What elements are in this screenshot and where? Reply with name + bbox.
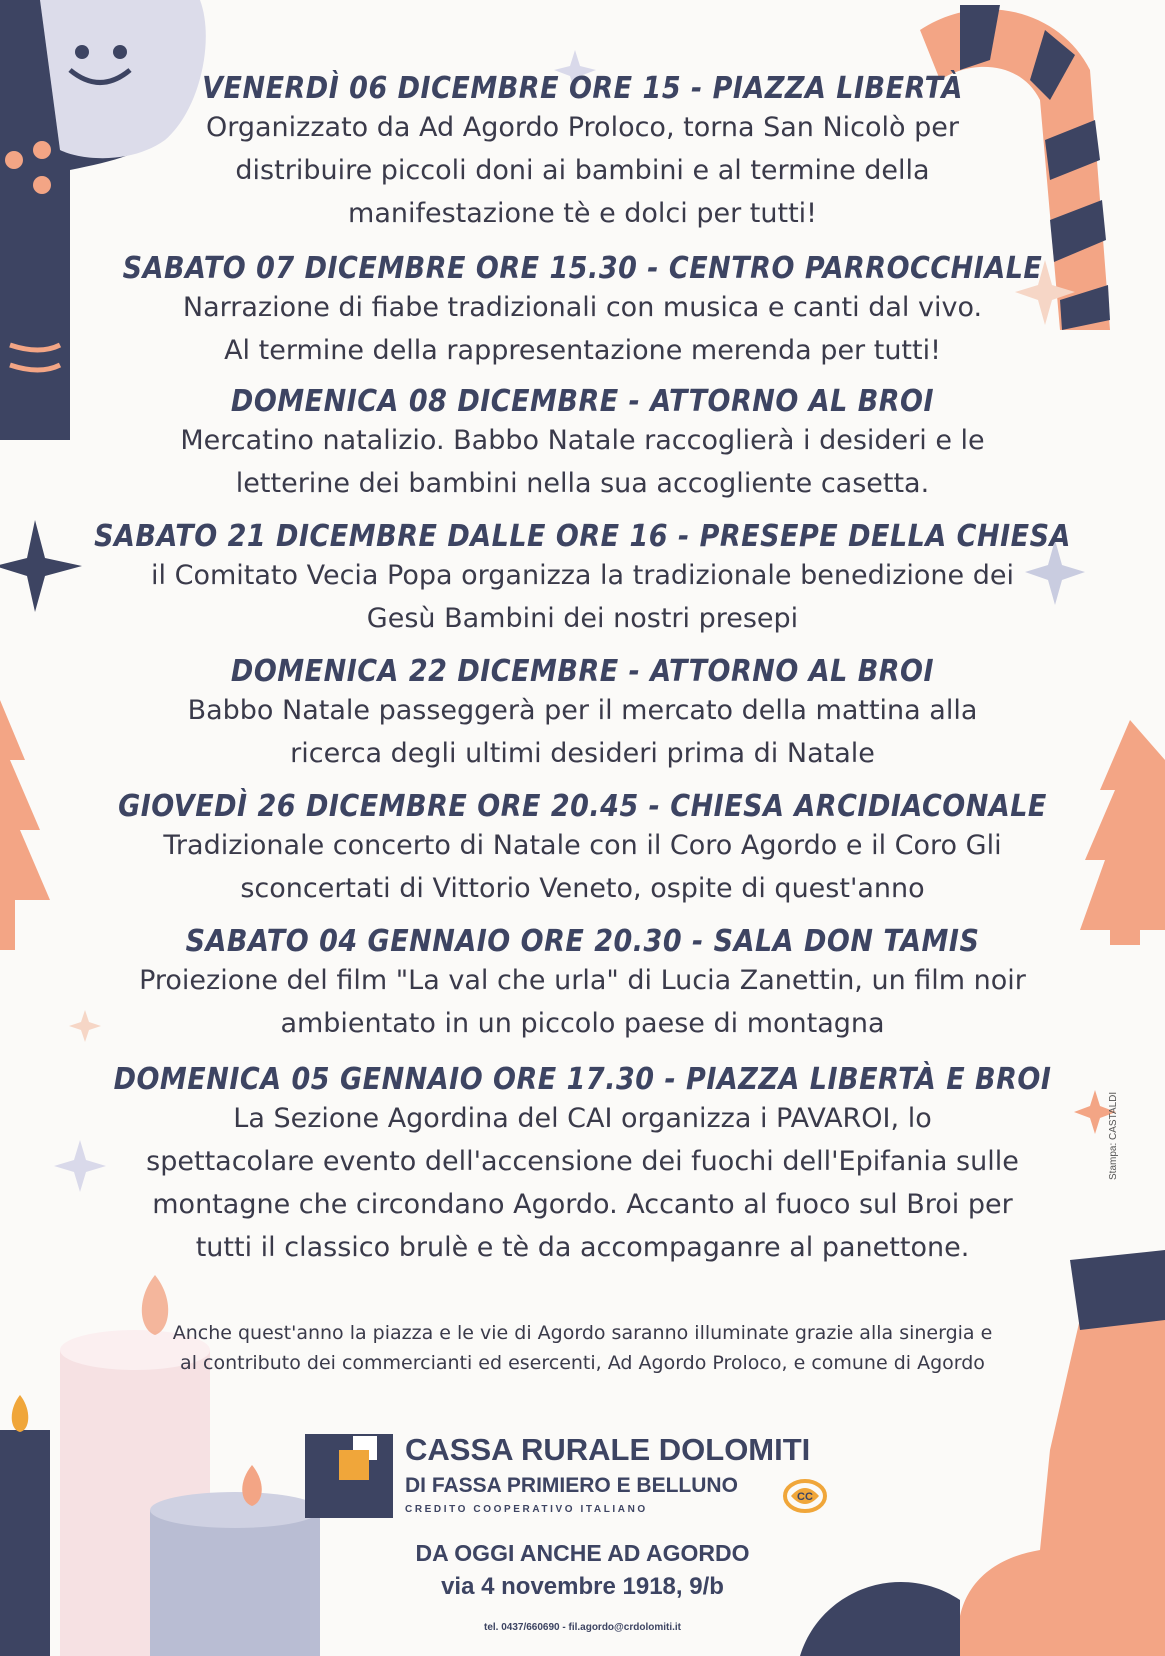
event-title: GIOVEDÌ 26 DICEMBRE ORE 20.45 - CHIESA ARCIDIACONALE bbox=[118, 789, 1047, 824]
event-description-line: Organizzato da Ad Agordo Proloco, torna San Nicolò per bbox=[206, 112, 959, 143]
event-description-line: ambientato in un piccolo paese di montagna bbox=[280, 1008, 885, 1039]
event-description-line: Tradizionale concerto di Natale con il Coro Agordo e il Coro Gli bbox=[163, 830, 1002, 861]
event-description-line: distribuire piccoli doni ai bambini e al termine della bbox=[235, 155, 930, 186]
event-description-line: manifestazione tè e dolci per tutti! bbox=[348, 198, 817, 229]
bank-contacts: tel. 0437/660690 - fil.agordo@crdolomiti.it bbox=[483, 1622, 682, 1633]
event-title: VENERDÌ 06 DICEMBRE ORE 15 - PIAZZA LIBERTÀ bbox=[202, 71, 963, 106]
event-description-line: ricerca degli ultimi desideri prima di Natale bbox=[290, 738, 875, 769]
branch-announcement: DA OGGI ANCHE AD AGORDO bbox=[415, 1540, 750, 1566]
event-description-line: Narrazione di fiabe tradizionali con musica e canti dal vivo. bbox=[182, 292, 983, 323]
event-title: SABATO 07 DICEMBRE ORE 15.30 - CENTRO PARROCCHIALE bbox=[122, 251, 1043, 286]
event-description-line: La Sezione Agordina del CAI organizza i PAVAROI, lo bbox=[233, 1103, 932, 1134]
footer-note-line: Anche quest'anno la piazza e le vie di Agordo saranno illuminate grazie alla sinergia e bbox=[172, 1322, 993, 1344]
event-description-line: Babbo Natale passeggerà per il mercato della mattina alla bbox=[187, 695, 978, 726]
bank-tagline: CREDITO COOPERATIVO ITALIANO bbox=[405, 1504, 648, 1515]
footer-note-line: al contributo dei commercianti ed esercenti, Ad Agordo Proloco, e comune di Agordo bbox=[180, 1352, 985, 1374]
event-description-line: Gesù Bambini dei nostri presepi bbox=[366, 603, 799, 634]
event-description-line: Proiezione del film "La val che urla" di Lucia Zanettin, un film noir bbox=[139, 965, 1026, 996]
event-block bbox=[20, 72, 1145, 235]
bank-advert bbox=[305, 1432, 845, 1522]
event-block bbox=[20, 655, 1145, 775]
event-description-line: spettacolare evento dell'accensione dei fuochi dell'Epifania sulle bbox=[146, 1146, 1019, 1177]
branch-address: via 4 novembre 1918, 9/b bbox=[441, 1573, 724, 1600]
event-title: SABATO 04 GENNAIO ORE 20.30 - SALA DON TAMIS bbox=[185, 924, 980, 959]
credito-cooperativo-emblem-icon bbox=[783, 1476, 827, 1516]
printer-credit: Stampa: CASTALDI bbox=[1108, 1091, 1119, 1180]
event-block bbox=[20, 252, 1145, 372]
bank-name: CASSA RURALE DOLOMITI bbox=[405, 1432, 811, 1467]
event-description-line: sconcertati di Vittorio Veneto, ospite di quest'anno bbox=[240, 873, 925, 904]
footer-note bbox=[40, 1318, 1125, 1378]
event-description-line: il Comitato Vecia Popa organizza la tradizionale benedizione dei bbox=[151, 560, 1014, 591]
event-description-line: Mercatino natalizio. Babbo Natale raccoglierà i desideri e le bbox=[180, 425, 985, 456]
event-title: SABATO 21 DICEMBRE DALLE ORE 16 - PRESEPE DELLA CHIESA bbox=[94, 519, 1071, 554]
event-description-line: Al termine della rappresentazione merenda per tutti! bbox=[224, 335, 941, 366]
event-block bbox=[20, 520, 1145, 640]
bank-subtitle: DI FASSA PRIMIERO E BELLUNO bbox=[405, 1474, 738, 1497]
event-block bbox=[20, 1063, 1145, 1269]
event-block bbox=[20, 385, 1145, 505]
event-description-line: montagne che circondano Agordo. Accanto al fuoco sul Broi per bbox=[152, 1189, 1013, 1220]
svg-text:CC: CC bbox=[797, 1491, 813, 1503]
event-block bbox=[20, 925, 1145, 1045]
event-title: DOMENICA 22 DICEMBRE - ATTORNO AL BROI bbox=[230, 654, 935, 689]
event-description-line: tutti il classico brulè e tè da accompaganre al panettone. bbox=[195, 1232, 970, 1263]
event-description-line: letterine dei bambini nella sua accogliente casetta. bbox=[235, 468, 930, 499]
event-title: DOMENICA 05 GENNAIO ORE 17.30 - PIAZZA LIBERTÀ E BROI bbox=[113, 1062, 1052, 1097]
event-block bbox=[20, 790, 1145, 910]
bank-logo bbox=[305, 1434, 393, 1518]
event-title: DOMENICA 08 DICEMBRE - ATTORNO AL BROI bbox=[230, 384, 935, 419]
